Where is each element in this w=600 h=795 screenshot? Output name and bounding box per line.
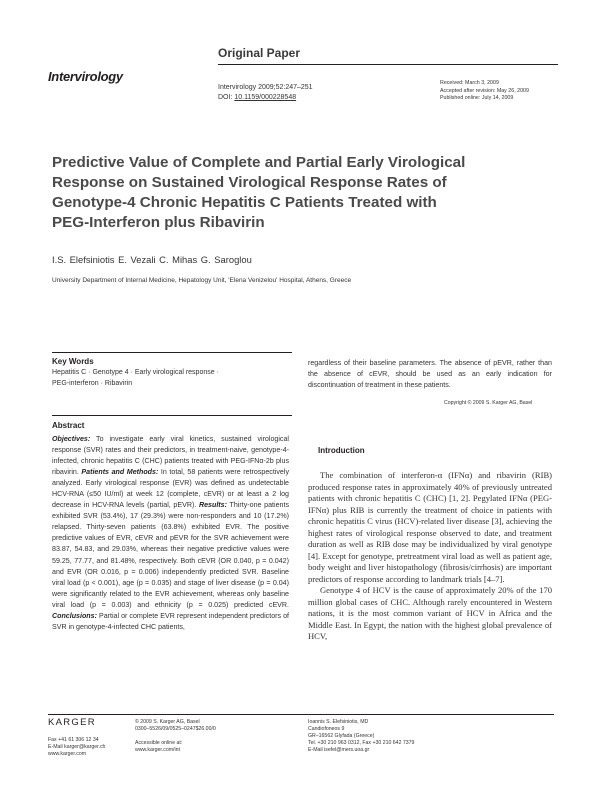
header-rule <box>218 64 558 65</box>
phone-fax: Tel. +30 210 963 0312, Fax +30 210 642 7379 <box>308 740 415 746</box>
correspondence <box>308 719 414 754</box>
spacer <box>135 733 216 740</box>
paper-type: Original Paper <box>218 46 301 60</box>
conclusions-text: Partial or complete EVR represent independent predictors of SVR in genotype-4-infected CHC patients, <box>52 611 289 631</box>
publisher-website[interactable]: www.karger.com <box>48 751 87 757</box>
abstract-body <box>52 434 289 633</box>
keywords-line: PEG-interferon · Ribavirin <box>52 379 133 387</box>
issn: 0300–5526/09/0525–0247$26.00/0 <box>135 726 216 732</box>
results-text: Thirty-one patients exhibited SVR (53.4%), 17 (29.3%) were non-responders and 10 (17.2%) relapsed. Thirty-seven patients (63.8%) exhibited EVR. The positive predictive values of EVR, cEVR and pEVR for the SVR achievement were 83.87, 54.83, and 29.03%, whereas their negative predictive values were 59.25, 77.77, and 81.48%, respectively. Both cEVR (OR 0.040, p = 0.042) and EVR (OR 0.016, p = 0.006) independently predicted SVR. Baseline viral load (p < 0.001), age (p = 0.035) and stage of liver disease (p = 0.04) were significantly related to the EVR achievement, whereas only baseline viral load (p = 0.003) and ethnicity (p = 0.025) predicted cEVR. <box>52 501 289 609</box>
corresponding-author: Ioannis S. Elefsiniotis, MD <box>308 719 369 725</box>
journal-info <box>135 719 216 754</box>
objectives-label: Objectives: <box>52 435 91 443</box>
publisher-fax: Fax +41 61 306 12 34 <box>48 737 99 743</box>
introduction-paragraph: Genotype 4 of HCV is the cause of approximately 20% of the 170 million global cases of CHC. Although rarely encountered in Western nations, it is the most common variant of HCV in Africa and the Middle East. In Egypt, the nation with the highest global prevalence of HCV, <box>308 585 552 641</box>
keywords-heading: Key Words <box>52 357 94 366</box>
footer-copyright: © 2009 S. Karger AG, Basel <box>135 719 200 725</box>
abstract-rule <box>52 415 292 416</box>
author-email[interactable]: E-Mail isefel@mers.uoa.gr <box>308 747 370 753</box>
methods-text: In total, 58 patients were retrospectively analyzed. Early virological response (EVR) was defined as undetectable HCV-RNA (≤50 IU/ml) at week 12 (complete, cEVR) or at least a 2 log decrease in HCV-RNA levels (partial, pEVR). <box>52 468 290 510</box>
doi-line <box>218 93 313 103</box>
address-line: Candiofoneos 9 <box>308 726 345 732</box>
online-label: Accessible online at: <box>135 740 183 746</box>
footer-rule <box>48 714 554 715</box>
citation: Intervirology 2009;52:247–251 <box>218 84 313 91</box>
publisher-email[interactable]: E-Mail karger@karger.ch <box>48 744 106 750</box>
citation-block <box>218 83 313 103</box>
keywords-list <box>52 368 282 389</box>
abstract-heading: Abstract <box>52 421 85 430</box>
accepted-date: Accepted after revision: May 26, 2009 <box>440 87 529 94</box>
conclusions-label: Conclusions: <box>52 611 97 620</box>
keywords-line: Hepatitis C · Genotype 4 · Early virological response · <box>52 369 219 376</box>
results-label: Results: <box>198 501 227 510</box>
doi-label: DOI: <box>218 94 235 101</box>
doi-link[interactable]: 10.1159/000228548 <box>234 94 297 101</box>
author-list: I.S. Elefsiniotis E. Vezali C. Mihas G. Saroglou <box>52 254 252 265</box>
publisher-contact <box>48 737 105 758</box>
published-date: Published online: July 14, 2009 <box>440 95 514 102</box>
objectives-text: To investigate early viral kinetics, sustained virological response (SVR) rates and their predictors, in treatment-naive, genotype-4-infected, chronic hepatitis C (CHC) patients treated with PEG-IFNα-2b plus ribavirin. <box>52 435 289 477</box>
publisher-logo: KARGER <box>48 717 96 728</box>
article-title: Predictive Value of Complete and Partial Early Virological Response on Sustained Virological Response Rates of Genotype-4 Chronic Hepatitis C Patients Treated with PEG-Interferon plus Ribavirin <box>52 154 466 231</box>
introduction-paragraph: The combination of interferon-α (IFNα) and ribavirin (RIB) produced response rates in approximately 40% of previously untreated patients with chronic hepatitis C (CHC) [1, 2]. Pegylated IFNα (PEG-IFNα) plus RIB is currently the treatment of choice in patients with chronic hepatitis C virus (HCV)-related liver disease [3], achieving the highest rates of virological response observed to date, and treatment duration as well as RIB dose may be individualized by viral genotype [4]. Except for genotype, pretreatment viral load as well as patient age, body weight and liver histopathology (fibrosis/cirrhosis) are important predictors of response according to landmark trials [4–7]. <box>308 470 552 584</box>
keywords-rule <box>52 352 292 353</box>
abstract-copyright: Copyright © 2009 S. Karger AG, Basel <box>444 400 533 406</box>
journal-name: Intervirology <box>48 69 123 84</box>
article-dates <box>440 80 529 103</box>
affiliation: University Department of Internal Medicine, Hepatology Unit, 'Elena Venizelou' Hospital, Athens, Greece <box>52 277 352 284</box>
introduction-heading: Introduction <box>318 446 365 455</box>
online-link[interactable]: www.karger.com/int <box>135 747 180 753</box>
received-date: Received: March 3, 2009 <box>440 80 499 86</box>
introduction-body <box>308 470 552 643</box>
address-line: GR–16562 Glyfada (Greece) <box>308 733 375 739</box>
methods-label: Patients and Methods: <box>81 468 159 477</box>
abstract-continued: regardless of their baseline parameters. The absence of pEVR, rather than the absence of cEVR, should be used as an early indication for discontinuation of treatment in these patients. <box>308 359 552 390</box>
